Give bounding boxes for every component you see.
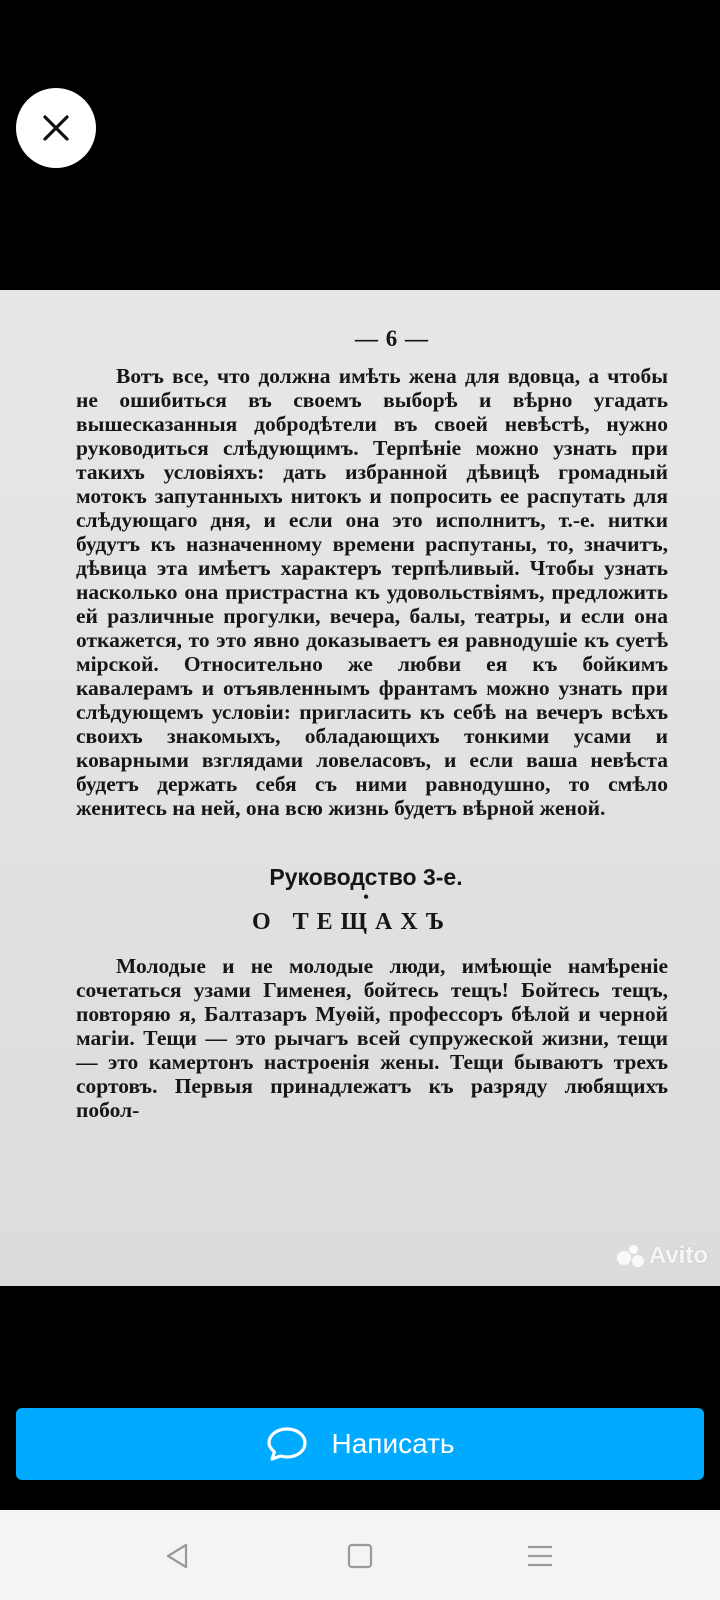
heading-dot: • — [363, 889, 369, 906]
home-button[interactable] — [338, 1534, 382, 1578]
paragraph-mothers-in-law: Молодые и не молодые люди, имѣющіе намѣреніе сочетаться узами Гименея, бойтесь тещъ! Бойтесь тещъ, повторяю я, Балтазаръ Муѳій, профессоръ бѣлой и черной магіи. Тещи — это рычагъ всей супружеской жизни, тещи — это камертонъ настроенія жены. Тещи бываютъ трехъ сортовъ. Первыя принадлежатъ къ разряду любящихъ побол- — [76, 954, 668, 1122]
back-button[interactable] — [155, 1534, 199, 1578]
section-subheading: О ТЕЩАХЪ — [251, 909, 453, 935]
recents-button[interactable] — [518, 1534, 562, 1578]
page-number: — 6 — — [355, 326, 429, 351]
avito-watermark — [617, 1242, 708, 1270]
menu-lines-icon — [526, 1544, 554, 1568]
write-message-button[interactable] — [16, 1408, 704, 1480]
book-page — [76, 326, 668, 1122]
watermark-text: Avito — [648, 1242, 708, 1269]
document-photo[interactable] — [0, 290, 720, 1286]
paragraph-widower: Вотъ все, что должна имѣть жена для вдовца, а чтобы не ошибиться въ своемъ выборѣ и вѣрно угадать вышесказанныя добродѣтели въ своей невѣстѣ, нужно руководиться слѣдующимъ. Терпѣніе можно узнать при такихъ условіяхъ: дать избранной дѣвицѣ громадный мотокъ запутанныхъ нитокъ и попросить ее распутать для слѣдующаго дня, и если она это исполнитъ, т.-е. нитки будутъ къ назначенному времени распутаны, то, значитъ, дѣвица эта имѣетъ характеръ терпѣливый. Чтобы узнать насколько она пристрастна къ удовольствіямъ, предложить ей различные прогулки, вечера, балы, театры, и если она откажется, то это явно доказываетъ ея равнодушіе къ суетѣ мірской. Относительно же любви ея къ бойкимъ кавалерамъ и отъявленнымъ франтамъ можно узнать при слѣдующемъ условіи: пригласить къ себѣ на вечеръ всѣхъ своихъ знакомыхъ, обладающихъ тонкими усами и коварными взглядами ловеласовъ, и если ваша невѣста будетъ держать себя съ ними равнодушно, то смѣло женитесь на ней, она всю жизнь будетъ вѣрной женой. — [76, 364, 668, 820]
back-triangle-icon — [164, 1542, 190, 1570]
avito-dots-icon — [617, 1245, 647, 1267]
close-button[interactable] — [16, 88, 96, 168]
home-square-icon — [347, 1543, 373, 1569]
system-navbar — [0, 1510, 720, 1600]
close-icon — [42, 114, 70, 142]
write-button-label: Написать — [331, 1428, 455, 1459]
chat-bubble-icon — [266, 1426, 308, 1462]
section-heading: Руководство 3-е. — [269, 864, 463, 890]
